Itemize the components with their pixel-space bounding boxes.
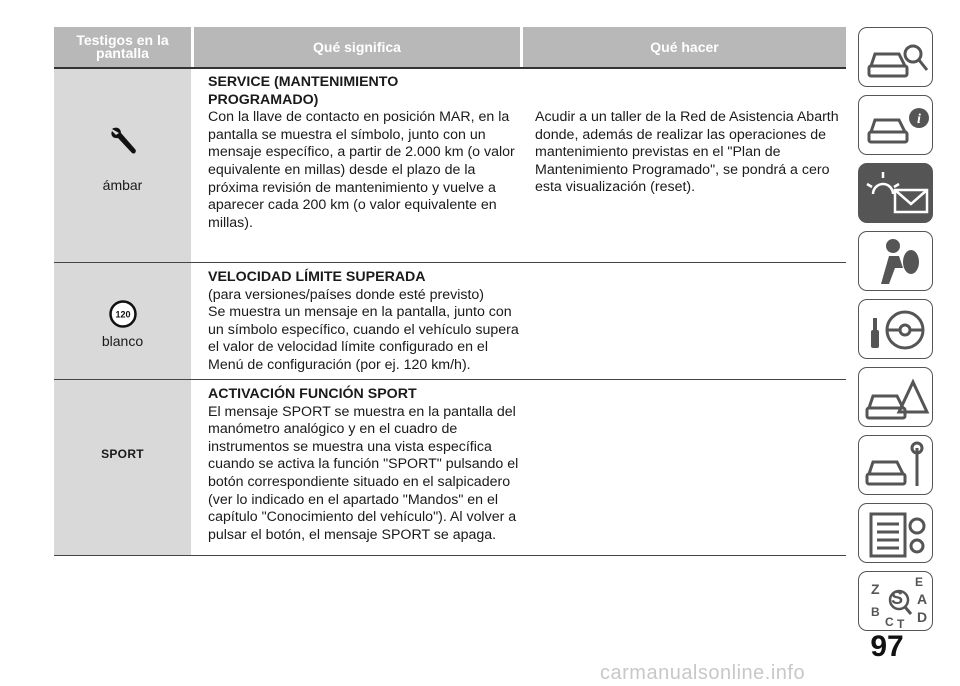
- action-text: Mantenimiento Programado", se pondrá a cero: [535, 161, 830, 178]
- header-meaning-text: Qué significa: [313, 38, 401, 55]
- steering-wheel-icon[interactable]: [858, 299, 933, 359]
- table-row-sport: [54, 380, 846, 556]
- watermark: carmanualsonline.info: [600, 662, 806, 684]
- meaning-text: botón correspondiente situado en el salpicadero: [208, 473, 511, 490]
- action-text: mantenimiento previstas en el "Plan de: [535, 144, 781, 161]
- table-row-speed-limit: [54, 263, 846, 380]
- car-search-icon[interactable]: [858, 27, 933, 87]
- page-number: 97: [870, 630, 904, 663]
- meaning-title: ACTIVACIÓN FUNCIÓN SPORT: [208, 386, 417, 402]
- meaning-cell: [208, 74, 520, 232]
- header-meaning: [194, 27, 520, 67]
- meaning-text: equivalente en millas) desde el plazo de la: [208, 161, 476, 178]
- action-text: Acudir a un taller de la Red de Asistencia Abarth: [535, 109, 839, 125]
- meaning-text: aparecer cada 200 km (o valor equivalente en: [208, 197, 497, 214]
- lamp-cell: [54, 380, 191, 556]
- meaning-text: pulsar el botón, el mensaje SPORT se apaga.: [208, 526, 497, 543]
- meaning-cell: [208, 386, 520, 544]
- meaning-text: pantalla se muestra el símbolo, junto con un: [208, 126, 486, 143]
- meaning-text: instrumentos se muestra una vista específica: [208, 438, 492, 455]
- meaning-text: Menú de configuración (por ej. 120 km/h).: [208, 356, 471, 373]
- header-lamps: [54, 27, 191, 67]
- speed-limit-120-icon: [54, 300, 191, 331]
- index-letter: B: [871, 605, 880, 619]
- meaning-text: Con la llave de contacto en posición MAR, en la: [208, 109, 510, 126]
- action-text: esta visualización (reset).: [535, 179, 696, 196]
- meaning-text: (ver lo indicado en el apartado "Mandos" en el: [208, 491, 499, 508]
- index-letter: E: [915, 575, 924, 589]
- header-action-text: Qué hacer: [650, 38, 719, 55]
- meaning-text: Se muestra un mensaje en la pantalla, junto con: [208, 304, 512, 321]
- lamp-color-label: ámbar: [102, 177, 143, 193]
- index-letter: D: [917, 609, 928, 625]
- index-letter: A: [917, 591, 928, 607]
- meaning-title: VELOCIDAD LÍMITE SUPERADA: [208, 269, 426, 285]
- wrench-icon: [54, 125, 191, 162]
- car-maintenance-icon[interactable]: [858, 435, 933, 495]
- car-emergency-icon[interactable]: [858, 367, 933, 427]
- meaning-title: PROGRAMADO): [208, 91, 319, 108]
- meaning-text: próxima revisión de mantenimiento y vuelve a: [208, 179, 496, 196]
- meaning-title: SERVICE (MANTENIMIENTO: [208, 74, 399, 90]
- header-action: [523, 27, 846, 67]
- meaning-text: capítulo "Conocimiento del vehículo"). Al volver a: [208, 509, 517, 526]
- header-lamps-text: Testigos en la pantalla: [76, 32, 169, 61]
- meaning-text: un símbolo específico, cuando el vehículo supera: [208, 321, 519, 338]
- index-letter: C: [885, 615, 894, 629]
- meaning-text: cuando se activa la función "SPORT" pulsando el: [208, 456, 519, 473]
- speed-limit-value: 120: [114, 309, 131, 320]
- meaning-text: millas).: [208, 214, 253, 231]
- meaning-text: el valor de velocidad límite configurado en el: [208, 339, 488, 356]
- meaning-text: (para versiones/países donde esté previsto): [208, 286, 485, 303]
- warning-lights-icon[interactable]: [858, 163, 933, 223]
- sport-label: SPORT: [101, 447, 144, 461]
- lamp-cell: [54, 69, 191, 263]
- meaning-text: mensaje específico, a partir de 2.000 km (o valor: [208, 144, 515, 161]
- lamp-color-label: blanco: [101, 333, 144, 349]
- table-row-service: [54, 69, 846, 263]
- technical-data-icon[interactable]: [858, 503, 933, 563]
- index-letter: Z: [871, 581, 880, 597]
- index-letter: S: [891, 588, 904, 608]
- meaning-cell: [208, 269, 520, 375]
- car-info-icon[interactable]: [858, 95, 933, 155]
- action-text: donde, además de realizar las operaciones de: [535, 126, 827, 143]
- row-divider: [54, 555, 846, 556]
- index-letter: T: [897, 617, 905, 631]
- index-alphabet-icon[interactable]: [858, 571, 933, 631]
- action-cell: [535, 109, 843, 197]
- meaning-text: El mensaje SPORT se muestra en la pantalla del: [208, 403, 516, 420]
- svg-text:i: i: [917, 112, 921, 127]
- airbag-person-icon[interactable]: [858, 231, 933, 291]
- meaning-text: manómetro analógico y en el cuadro de: [208, 421, 458, 438]
